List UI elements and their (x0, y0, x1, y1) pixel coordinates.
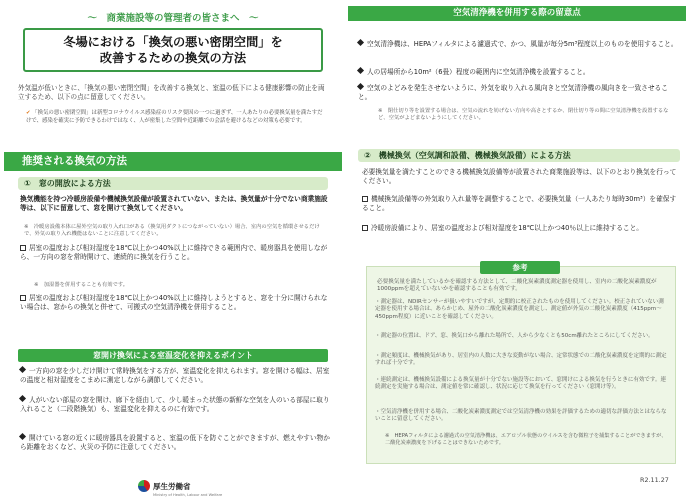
list-item (20, 434, 332, 452)
diamond-bullet-icon (357, 83, 364, 90)
audience-header: ～ 商業施設等の管理者の皆さまへ ～ (87, 13, 259, 24)
hepa-note: ※ HEPAフィルタによる濾過式の空気清浄機は、エアロゾル状態のウイルスを含む微粒子を捕集することができますが、二酸化炭素濃度を下げることはできないためです。 (385, 433, 667, 447)
method2-body: 必要換気量を満たすことのできる機械換気設備等が設置された商業施設等は、以下のとおり換気を行ってください。 (362, 168, 677, 186)
list-item-text: 空気のよどみを発生させないように、外気を取り入れる風向きと空気清浄機の風向きを一致させること。 (358, 84, 668, 102)
list-item (20, 244, 330, 262)
title-line-2: 改善するための換気の方法 (99, 51, 247, 65)
list-item-text: 人の居場所から10m²（6畳）程度の範囲内に空気清浄機を設置すること。 (367, 68, 590, 76)
list-item-text: 居室の温度および相対湿度を18℃以上かつ40%以上に維持しようとすると、窓を十分に開けられない場合は、窓からの換気と併せて、可搬式の空気清浄機を併用すること。 (20, 294, 328, 312)
intro-text: 外気温が低いときに、「換気の悪い密閉空間」を改善する換気と、室温の低下による健康影響の防止を両立するため、以下の点に留意してください。 (18, 84, 325, 102)
list-item-text: 開けている窓の近くに暖房器具を設置すると、室温の低下を防ぐことができますが、燃えやすい物から距離をおくなど、火災の予防に注意してください。 (20, 434, 330, 452)
list-item (362, 195, 680, 213)
logo-sub: Ministry of Health, Labour and Welfare (153, 493, 223, 497)
list-item-text: 連続測定は、機械換気設備による換気量が十分でない施設等において、窓開けによる換気を行うときに有効です。連続測定を実施する場合は、測定値を常に確認し、状況に応じて換気を行ってください（窓開け等）。 (375, 377, 666, 391)
checkbox-square-icon (20, 295, 26, 301)
list-item (358, 68, 680, 77)
list-item (20, 367, 332, 385)
logo-name: 厚生労働省 (153, 482, 191, 491)
points-banner: 窓開け換気による室温変化を抑えるポイント (18, 349, 328, 362)
diamond-bullet-icon (19, 366, 26, 373)
bullet-icon: ✔ (26, 110, 31, 116)
main-title (23, 28, 323, 72)
right-page (348, 0, 686, 492)
diamond-bullet-icon (357, 39, 364, 46)
diamond-bullet-icon (357, 67, 364, 74)
air-purifier-heading: 空気清浄機を併用する際の留意点 (348, 6, 686, 21)
method1-note: ※ 冷暖房設備本体に屋外空気の取り入れ口がある（換気用ダクトにつながっていない）場合、室内の空気を循環させるだけで、外気の取り入れ機能はないことに注意してください。 (24, 224, 320, 238)
reference-title: 参考 (480, 261, 560, 274)
diamond-bullet-icon (19, 395, 26, 402)
list-item-text: 測定頻度は、機械換気があり、居室内の人数に大きな変動がない場合、定常状態での二酸化炭素濃度を定期的に測定すれば十分です。 (375, 353, 667, 367)
mhlw-logo-icon (138, 480, 150, 492)
list-item-text: 測定器は、NDIRセンサーが扱いやすいですが、定期的に校正されたものを使用してください。校正されていない測定器を使用する場合は、あらかじめ、屋外の二酸化炭素濃度を測定し、測定値が外気の二酸化炭素濃度（415ppm～450ppm程度）に近いことを確認してください。 (375, 299, 664, 320)
left-page (4, 0, 342, 497)
list-item-text: 一方向の窓を少しだけ開けて常時換気をする方が、室温変化を抑えられます。窓を開ける幅は、居室の温度と相対湿度をこまめに測定しながら調節してください。 (20, 367, 330, 385)
title-line-1: 冬場における「換気の悪い密閉空間」を (63, 35, 283, 49)
subsection-window: ① 窓の開放による方法 (18, 177, 328, 190)
date-label: R2.11.27 (640, 476, 669, 484)
list-item-text: 居室の温度および相対湿度を18℃以上かつ40%以上に維持できる範囲内で、暖房器具を使用しながら、一方向の窓を常時開けて、連続的に換気を行うこと。 (20, 244, 328, 262)
partition-note: ※ 閉仕切り等を設置する場合は、空気の流れを妨げない方向や高さとするか、閉仕切り等の間に空気清浄機を設置するなど、空気がよどまないようにしてください。 (378, 108, 669, 122)
list-item: ・測定器の位置は、ドア、窓、換気口から離れた場所で、人から少なくとも50cm離れたところにしてください。 (375, 333, 654, 339)
title-area (4, 4, 342, 66)
method1-body: 換気機能を持つ冷暖房設備や機械換気設備が設置されていない、または、換気量が十分でない商業施設等は、以下に留意して、窓を開けて換気してください。 (20, 195, 328, 213)
humidifier-note: ※ 加湿器を併用することも有効です。 (34, 282, 129, 288)
list-item (358, 84, 680, 102)
checkbox-square-icon (20, 245, 26, 251)
list-item-text: 空気清浄機は、HEPAフィルタによる濾過式で、かつ、風量が毎分5m³程度以上のものを使用すること。 (367, 40, 678, 48)
intro-note-text: 「換気の悪い密閉空間」は新型コロナウイルス感染症のリスク要因の一つに過ぎず、一人あたりの必要換気量を満たすだけで、感染を確実に予防できるわけではなく、人が密集した空間や近距離での会話を避けるなどの対策も必要です。 (26, 110, 323, 124)
list-item: ・空気清浄機を併用する場合、二酸化炭素濃度測定では空気清浄機の効果を評価するための適切な評価方法とはならないことに留意してください。 (375, 409, 667, 423)
list-item-text: 機械換気設備等の外気取り入れ量等を調整することで、必要換気量（一人あたり毎時30m³）を確保すること。 (362, 195, 677, 213)
list-item (20, 294, 330, 312)
list-item: ・測定器は、NDIRセンサーが扱いやすいですが、定期的に校正されたものを使用してください。校正されていない測定器を使用する場合は、あらかじめ、屋外の二酸化炭素濃度を測定し、測定値が外気の二酸化炭素濃度（415ppm～450ppm程度）に近いことを確認してください。 (375, 299, 664, 320)
list-item-text: 測定器の位置は、ドア、窓、換気口から離れた場所で、人から少なくとも50cm離れたところにしてください。 (380, 333, 654, 339)
checkbox-square-icon (362, 225, 368, 231)
list-item: ・測定頻度は、機械換気があり、居室内の人数に大きな変動がない場合、定常状態での二酸化炭素濃度を定期的に測定すれば十分です。 (375, 353, 667, 367)
section-title: 推奨される換気の方法 (4, 152, 342, 171)
list-item-text: 人がいない部屋の窓を開け、廊下を経由して、少し暖まった状態の新鮮な空気を人のいる部屋に取り入れること（二段階換気）も、室温変化を抑えるのに有効です。 (20, 396, 330, 414)
reference-box (366, 263, 676, 464)
list-item-text: 冷暖房設備により、居室の温度および相対湿度を18℃以上かつ40％以上に維持すること。 (371, 224, 643, 232)
subsection-mechanical: ② 機械換気（空気調和設備、機械換気設備）による方法 (358, 149, 680, 162)
checkbox-square-icon (362, 196, 368, 202)
intro-note (26, 110, 326, 125)
list-item: ・連続測定は、機械換気設備による換気量が十分でない施設等において、窓開けによる換気を行うときに有効です。連続測定を実施する場合は、測定値を常に確認し、状況に応じて換気を行ってください（窓開け等）。 (375, 377, 666, 391)
list-item-text: 空気清浄機を併用する場合、二酸化炭素濃度測定では空気清浄機の効果を評価するための適切な評価方法とはならないことに留意してください。 (375, 409, 667, 423)
reference-intro: 必要換気量を満たしているかを確認する方法として、二酸化炭素濃度測定器を使用し、室内の二酸化炭素濃度が1000ppmを超えていないかを確認することも有効です。 (377, 279, 657, 293)
list-item (20, 396, 332, 414)
mhlw-logo (138, 474, 222, 497)
list-item (362, 224, 680, 233)
diamond-bullet-icon (19, 433, 26, 440)
list-item (358, 40, 680, 49)
